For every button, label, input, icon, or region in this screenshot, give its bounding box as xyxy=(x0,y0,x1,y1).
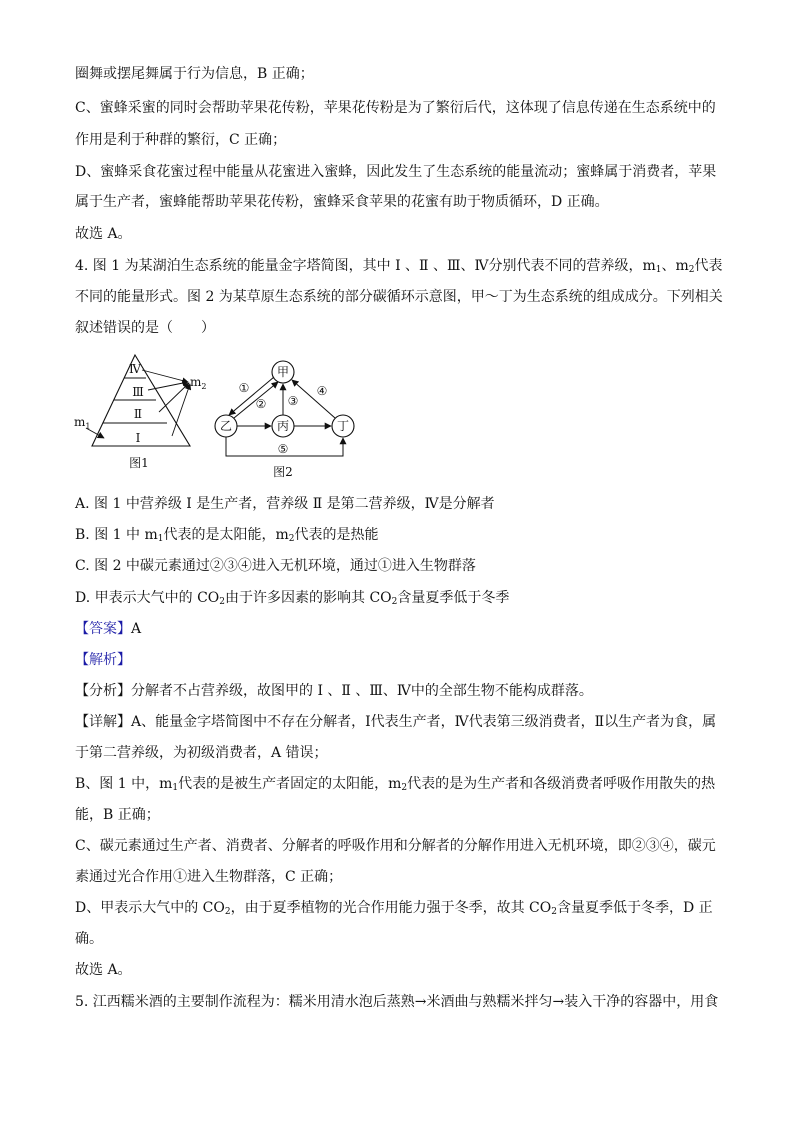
text-line: 故选 A。 xyxy=(75,226,132,242)
level-iv-label: Ⅳ xyxy=(129,362,141,376)
text-line: 故选 A。 xyxy=(75,962,132,978)
text-line: D、甲表示大气中的 $CO_2$，由于夏季植物的光合作用能力强于冬季，故其 $CO_2$含量夏季低于冬季，D 正 xyxy=(75,900,713,917)
analysis-heading: 【解析】 xyxy=(75,652,131,668)
level-i-label: Ⅰ xyxy=(135,431,141,445)
level-ii-label: Ⅱ xyxy=(133,407,143,421)
question-4-stem: 4. 图 1 为某湖泊生态系统的能量金字塔简图，其中 Ⅰ 、Ⅱ 、Ⅲ、Ⅳ分别代表不同的营养级，$m_1$、$m_2$代表 xyxy=(75,258,723,275)
arrow-3-label: ③ xyxy=(287,394,299,408)
energy-pyramid xyxy=(74,355,206,470)
answer-line: 【答案】A xyxy=(75,621,142,637)
m2-label: $m_2$ xyxy=(190,375,207,391)
text-line: 圈舞或摆尾舞属于行为信息，B 正确； xyxy=(75,66,314,82)
detail-line: 【详解】A、能量金字塔简图中不存在分解者，Ⅰ代表生产者，Ⅳ代表第三级消费者，Ⅱ以生产者为食，属 xyxy=(75,714,717,730)
node-yi: 乙 xyxy=(219,419,233,433)
text-line: C、蜜蜂采蜜的同时会帮助苹果花传粉，苹果花传粉是为了繁衍后代，这体现了信息传递在生态系统中的 xyxy=(75,100,716,116)
figure-1-caption: 图1 xyxy=(129,456,149,470)
text-line: 素通过光合作用①进入生物群落，C 正确； xyxy=(75,869,343,885)
text-line: 叙述错误的是（ ） xyxy=(75,320,215,336)
text-line: D、蜜蜂采食花蜜过程中能量从花蜜进入蜜蜂，因此发生了生态系统的能量流动；蜜蜂属于消费者，苹果 xyxy=(75,164,717,180)
text-line: 不同的能量形式。图 2 为某草原生态系统的部分碳循环示意图，甲～丁为生态系统的组成成分。下列相关 xyxy=(75,289,723,305)
option-c: C. 图 2 中碳元素通过②③④进入无机环境，通过①进入生物群落 xyxy=(75,558,476,574)
option-d: D. 甲表示大气中的 $CO_2$由于许多因素的影响其 $CO_2$含量夏季低于冬季 xyxy=(75,590,510,607)
question-5-stem: 5. 江西糯米酒的主要制作流程为：糯米用清水泡后蒸熟→米酒曲与熟糯米拌匀→装入干净的容器中，用食 xyxy=(75,994,719,1010)
text-line: B、图 1 中，$m_1$代表的是被生产者固定的太阳能，$m_2$代表的是为生产者和各级消费者呼吸作用散失的热 xyxy=(75,776,716,793)
figure-diagram xyxy=(68,350,358,485)
text-line: C、碳元素通过生产者、消费者、分解者的呼吸作用和分解者的分解作用进入无机环境，即②③④，碳元 xyxy=(75,838,716,854)
option-a: A. 图 1 中营养级 Ⅰ 是生产者，营养级 Ⅱ 是第二营养级，Ⅳ是分解者 xyxy=(75,496,495,512)
arrow-5-label: ⑤ xyxy=(277,442,289,456)
level-iii-label: Ⅲ xyxy=(132,385,144,399)
text-line: 于第二营养级，为初级消费者，A 错误； xyxy=(75,745,328,761)
node-jia: 甲 xyxy=(276,365,290,379)
arrow-1-label: ① xyxy=(238,381,250,395)
arrow-4-label: ④ xyxy=(316,384,328,398)
node-ding: 丁 xyxy=(336,419,350,433)
text-line: 作用是利于种群的繁衍，C 正确； xyxy=(75,132,287,148)
analysis-line: 【分析】分解者不占营养级，故图甲的 Ⅰ 、Ⅱ 、Ⅲ、Ⅳ中的全部生物不能构成群落。 xyxy=(75,683,593,699)
m1-label: $m_1$ xyxy=(74,415,91,431)
text-line: 属于生产者，蜜蜂能帮助苹果花传粉，蜜蜂采食苹果的花蜜有助于物质循环，D 正确。 xyxy=(75,194,609,210)
arrow-2-label: ② xyxy=(255,397,267,411)
text-line: 确。 xyxy=(75,931,103,947)
carbon-cycle-diagram xyxy=(215,361,354,479)
option-b: B. 图 1 中 $m_1$代表的是太阳能，$m_2$代表的是热能 xyxy=(75,527,379,544)
text-line: 能，B 正确； xyxy=(75,807,160,823)
node-bing: 丙 xyxy=(276,419,290,433)
figure-2-caption: 图2 xyxy=(273,465,293,479)
